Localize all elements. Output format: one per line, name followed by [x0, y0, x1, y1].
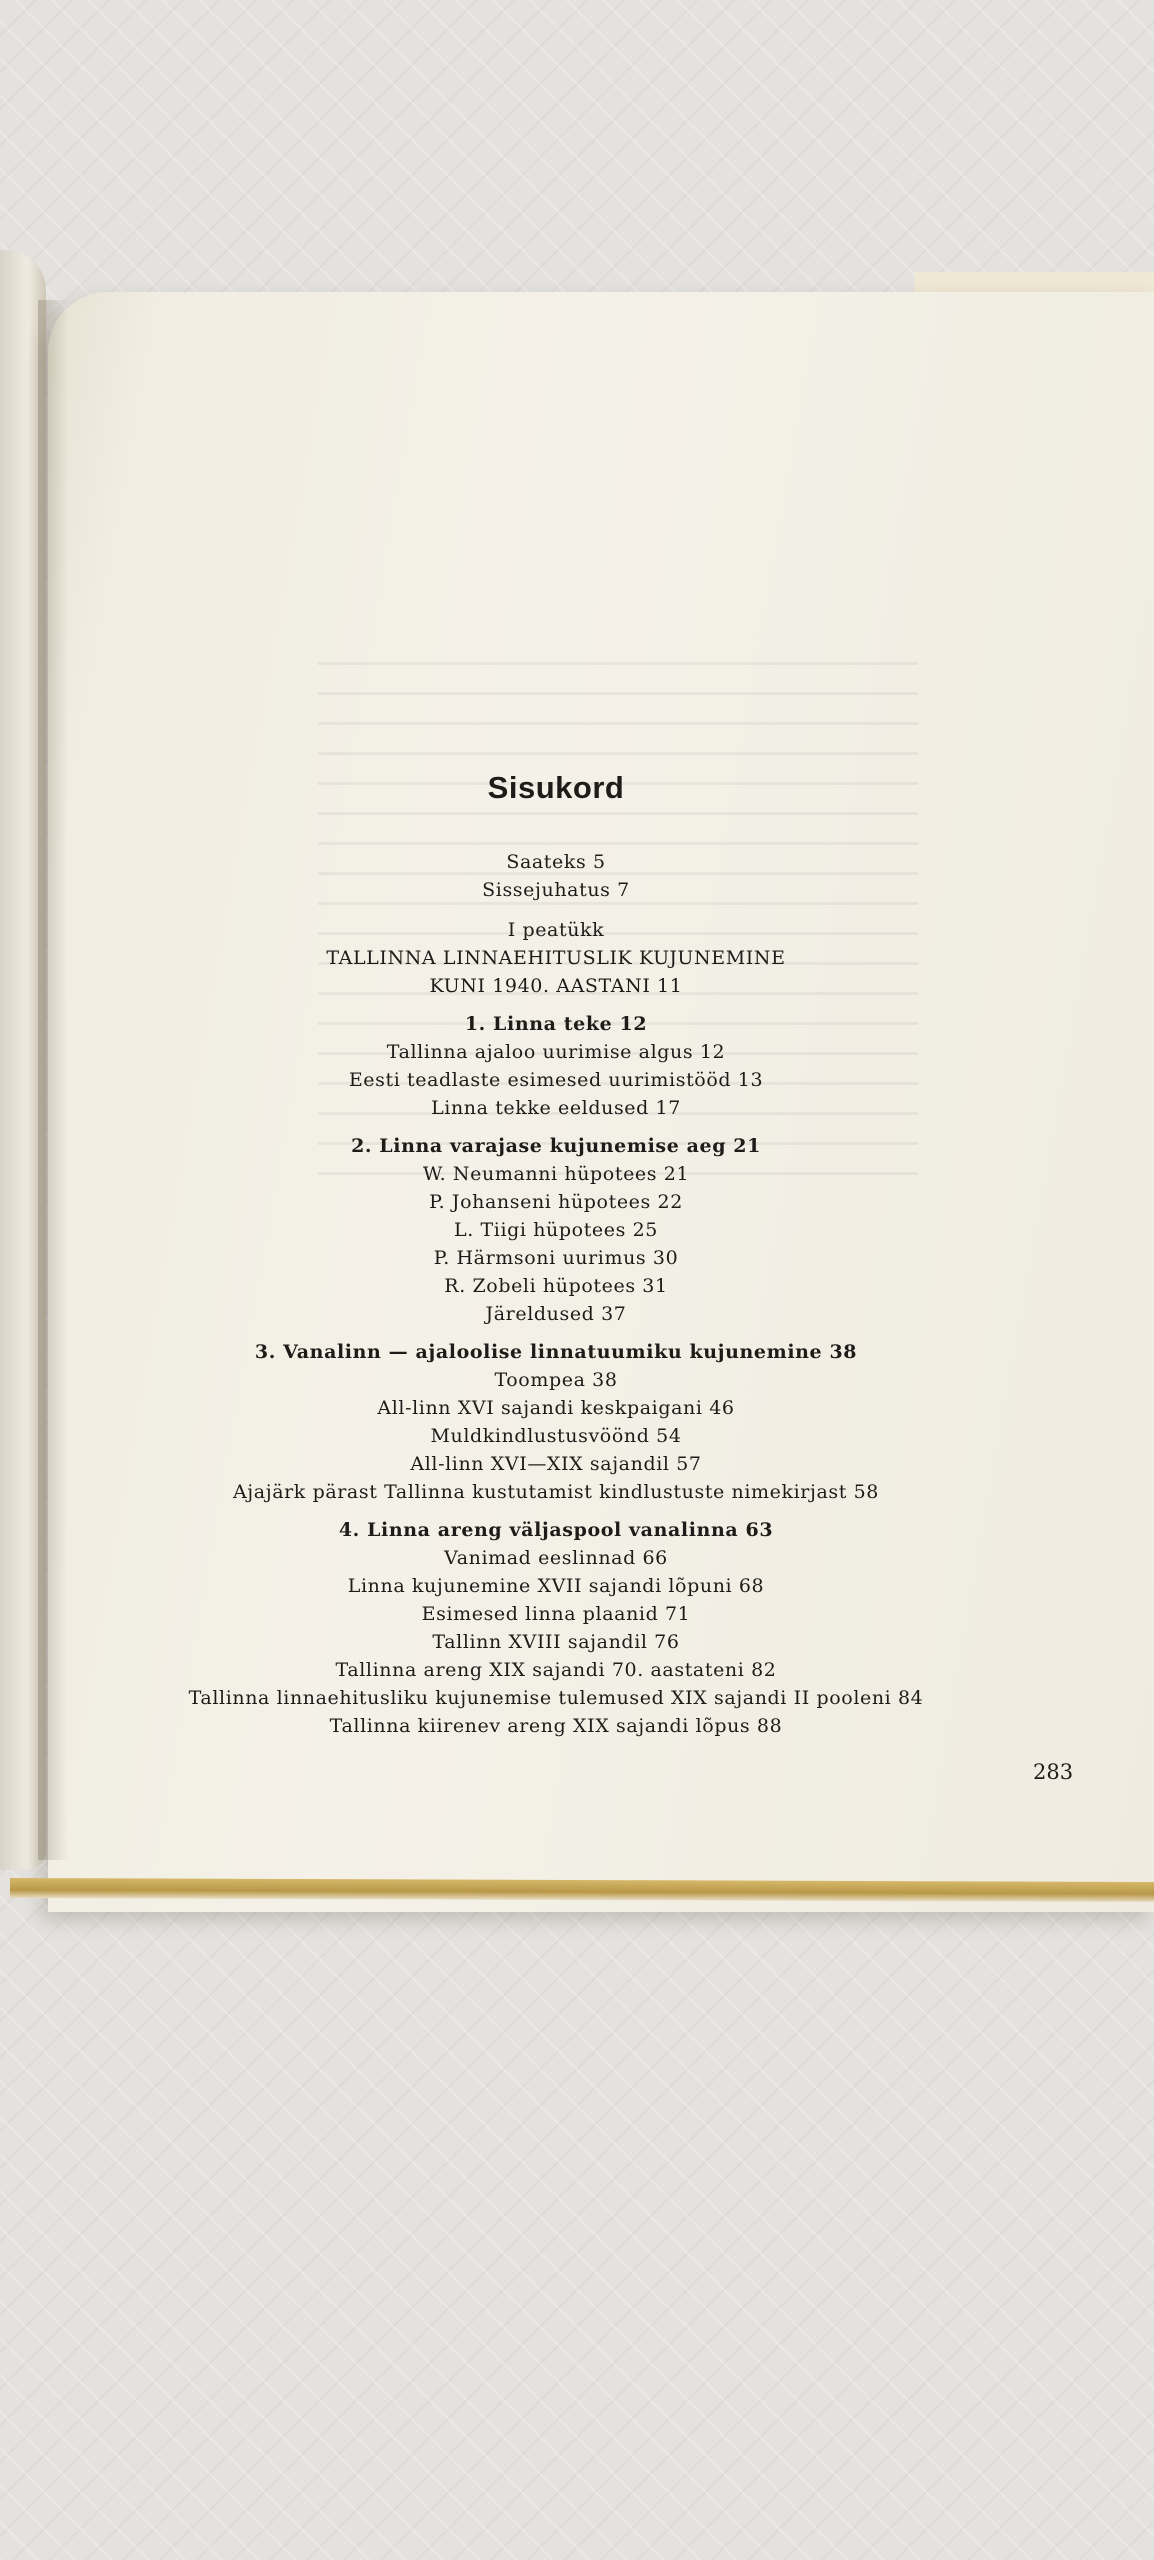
toc-item: Tallinna ajaloo uurimise algus 12	[386, 1041, 726, 1063]
toc-entry-saateks: Saateks 5	[506, 851, 606, 873]
toc-title: Sisukord	[487, 770, 625, 805]
page-number: 283	[1033, 1760, 1074, 1784]
table-of-contents	[56, 770, 1056, 1740]
toc-item: Eesti teadlaste esimesed uurimistööd 13	[348, 1069, 764, 1091]
section-heading-2: 2. Linna varajase kujunemise aeg 21	[351, 1135, 761, 1157]
section-heading-4: 4. Linna areng väljaspool vanalinna 63	[338, 1519, 774, 1541]
toc-item: Järeldused 37	[485, 1303, 627, 1325]
toc-item: L. Tiigi hüpotees 25	[454, 1219, 658, 1241]
toc-item: Linna kujunemine XVII sajandi lõpuni 68	[347, 1575, 765, 1597]
toc-item: Tallinn XVIII sajandil 76	[432, 1631, 680, 1653]
toc-item: R. Zobeli hüpotees 31	[444, 1275, 668, 1297]
toc-item: Ajajärk pärast Tallinna kustutamist kindlustuste nimekirjast 58	[232, 1481, 880, 1503]
toc-item: Vanimad eeslinnad 66	[444, 1547, 668, 1569]
section-heading-1: 1. Linna teke 12	[464, 1013, 648, 1035]
toc-item: Muldkindlustusvöönd 54	[430, 1425, 682, 1447]
section-heading-3: 3. Vanalinn — ajaloolise linnatuumiku kujunemine 38	[254, 1341, 858, 1363]
toc-item: Toompea 38	[494, 1369, 618, 1391]
toc-item: Tallinna kiirenev areng XIX sajandi lõpus 88	[329, 1715, 783, 1737]
toc-item: Tallinna areng XIX sajandi 70. aastateni 82	[335, 1659, 777, 1681]
chapter-title-line-1: TALLINNA LINNAEHITUSLIK KUJUNEMINE	[326, 947, 786, 969]
toc-item: Linna tekke eeldused 17	[431, 1097, 681, 1119]
chapter-label: I peatükk	[507, 919, 605, 941]
toc-item: W. Neumanni hüpotees 21	[422, 1163, 690, 1185]
toc-item: Tallinna linnaehitusliku kujunemise tulemused XIX sajandi II pooleni 84	[188, 1687, 924, 1709]
toc-item: Esimesed linna plaanid 71	[421, 1603, 691, 1625]
chapter-title-line-2: KUNI 1940. AASTANI 11	[429, 975, 683, 997]
toc-item: All-linn XVI—XIX sajandil 57	[410, 1453, 702, 1475]
gilt-page-edge	[10, 1878, 1154, 1902]
toc-item: All-linn XVI sajandi keskpaigani 46	[377, 1397, 735, 1419]
toc-item: P. Härmsoni uurimus 30	[433, 1247, 679, 1269]
toc-item: P. Johanseni hüpotees 22	[429, 1191, 683, 1213]
toc-entry-sissejuhatus: Sissejuhatus 7	[482, 879, 630, 901]
